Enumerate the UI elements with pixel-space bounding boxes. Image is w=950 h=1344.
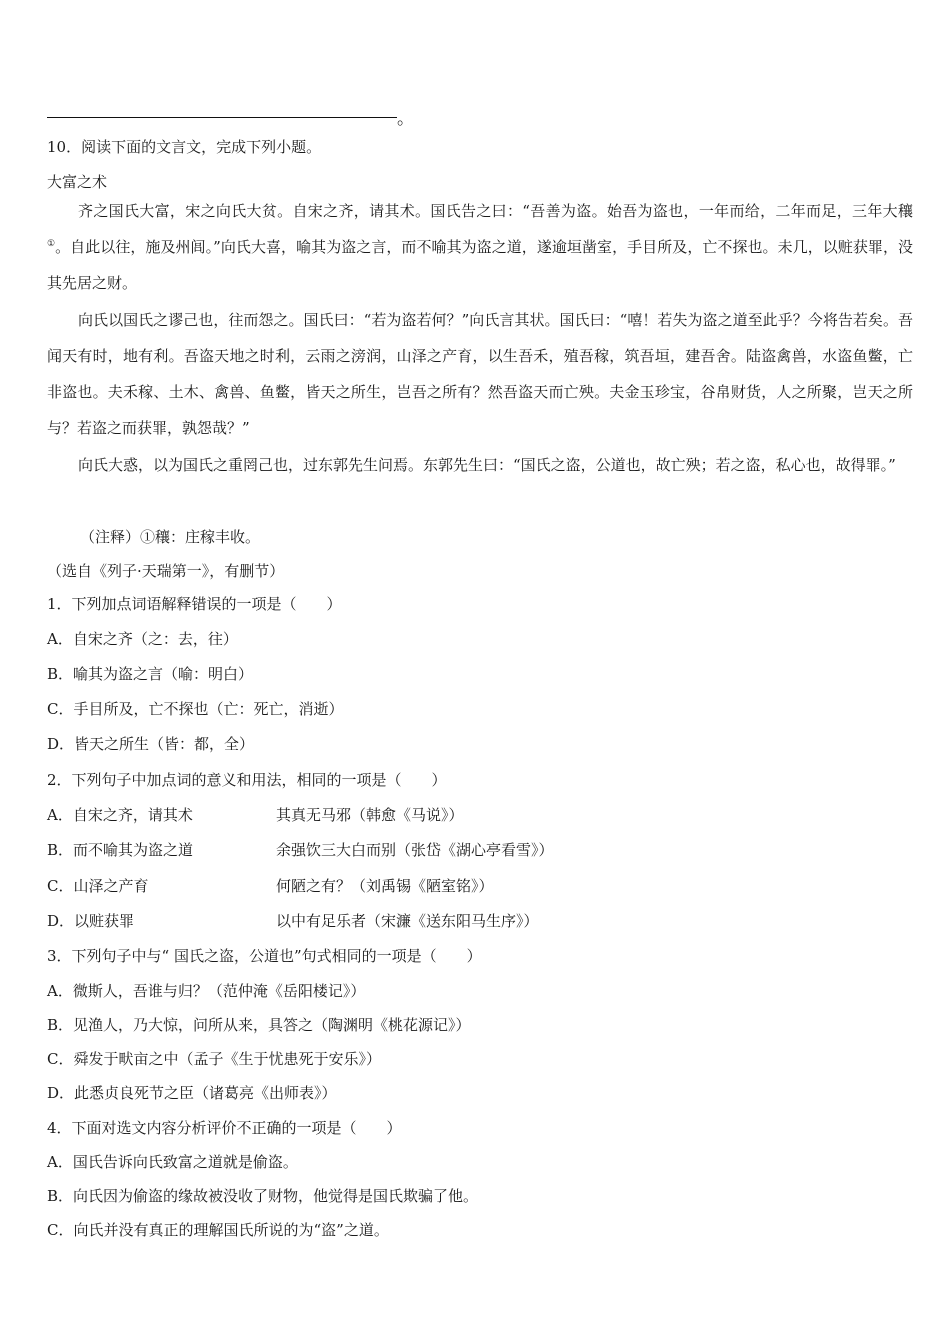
question-2-option-d[interactable]: D．以赃获罪: [47, 912, 135, 930]
question-2-option-d-compare: 以中有足乐者（宋濂《送东阳马生序》）: [276, 912, 539, 930]
passage-paragraph-2: 向氏以国氏之谬己也，往而怨之。国氏曰：“若为盗若何？”向氏言其状。国氏曰：“嘻！若失为盗之道至此乎？今将告若矣。吾闻天有时，地有利。吾盗天地之时利，云雨之滂润，山泽之产育，以生吾禾，殖吾稼，筑吾垣，建吾舍。陆盗禽兽，水盗鱼鳖，亡非盗也。夫禾稼、土木、禽兽、鱼鳖，皆天之所生，岂吾之所有？然吾盗天而亡殃。夫金玉珍宝，谷帛财货，人之所聚，岂天之所与？若盗之而获罪，孰怨哉？”: [47, 311, 913, 437]
passage-title: 大富之术: [47, 173, 108, 191]
question-1-option-b[interactable]: B．喻其为盗之言（喻：明白）: [47, 665, 254, 683]
question-2-option-b-compare: 余强饮三大白而别（张岱《湖心亭看雪》）: [276, 841, 554, 859]
question-3-option-d[interactable]: D．此悉贞良死节之臣（诸葛亮《出师表》）: [47, 1084, 337, 1102]
question-4-option-a[interactable]: A．国氏告诉向氏致富之道就是偷盗。: [47, 1153, 298, 1171]
question-3-stem: 3．下列句子中与“ 国氏之盗，公道也”句式相同的一项是（ ）: [47, 947, 482, 965]
question-3-option-c[interactable]: C．舜发于畎亩之中（孟子《生于忧患死于安乐》）: [47, 1050, 381, 1068]
passage-paragraph-3: 向氏大惑，以为国氏之重罔己也，过东郭先生问焉。东郭先生曰：“国氏之盗，公道也，故亡殃；若之盗，私心也，故得罪。”: [78, 456, 896, 474]
question-1-option-c[interactable]: C．手目所及，亡不探也（亡：死亡，消逝）: [47, 700, 344, 718]
question-header: 10．阅读下面的文言文，完成下列小题。: [47, 138, 322, 156]
question-1-option-d[interactable]: D．皆天之所生（皆：都，全）: [47, 735, 255, 753]
passage-source: （选自《列子·天瑞第一》，有删节）: [47, 562, 285, 580]
question-4-option-b[interactable]: B．向氏因为偷盗的缘故被没收了财物，他觉得是国氏欺骗了他。: [47, 1187, 479, 1205]
question-2-stem: 2．下列句子中加点词的意义和用法，相同的一项是（ ）: [47, 771, 447, 789]
question-2-option-c[interactable]: C．山泽之产育: [47, 877, 149, 895]
answer-line-end-mark: 。: [397, 109, 414, 129]
question-1-stem: 1．下列加点词语解释错误的一项是（ ）: [47, 595, 342, 613]
question-3-option-b[interactable]: B．见渔人，乃大惊，问所从来，具答之（陶渊明《桃花源记》）: [47, 1016, 471, 1034]
question-3-option-a[interactable]: A．微斯人，吾谁与归？（范仲淹《岳阳楼记》）: [47, 982, 366, 1000]
question-2-option-b[interactable]: B．而不喻其为盗之道: [47, 841, 194, 859]
footnote: （注释）①穰：庄稼丰收。: [80, 528, 261, 546]
passage-paragraph-1: 齐之国氏大富，宋之向氏大贫。自宋之齐，请其术。国氏告之曰：“吾善为盗。始吾为盗也，一年而给，二年而足，三年大穰①。自此以往，施及州闾。”向氏大喜，喻其为盗之言，而不喻其为盗之道，遂逾垣凿室，手目所及，亡不探也。未几，以赃获罪，没其先居之财。: [47, 202, 913, 292]
question-4-option-c[interactable]: C．向氏并没有真正的理解国氏所说的为“盗”之道。: [47, 1221, 389, 1239]
footnote-marker: ①: [47, 239, 56, 249]
question-2-option-c-compare: 何陋之有？（刘禹锡《陋室铭》）: [276, 877, 494, 895]
question-2-option-a-compare: 其真无马邪（韩愈《马说》）: [276, 806, 464, 824]
question-2-option-a[interactable]: A．自宋之齐，请其术: [47, 806, 193, 824]
answer-blank-line: [47, 117, 397, 118]
question-1-option-a[interactable]: A．自宋之齐（之：去，往）: [47, 630, 238, 648]
question-4-stem: 4．下面对选文内容分析评价不正确的一项是（ ）: [47, 1119, 402, 1137]
